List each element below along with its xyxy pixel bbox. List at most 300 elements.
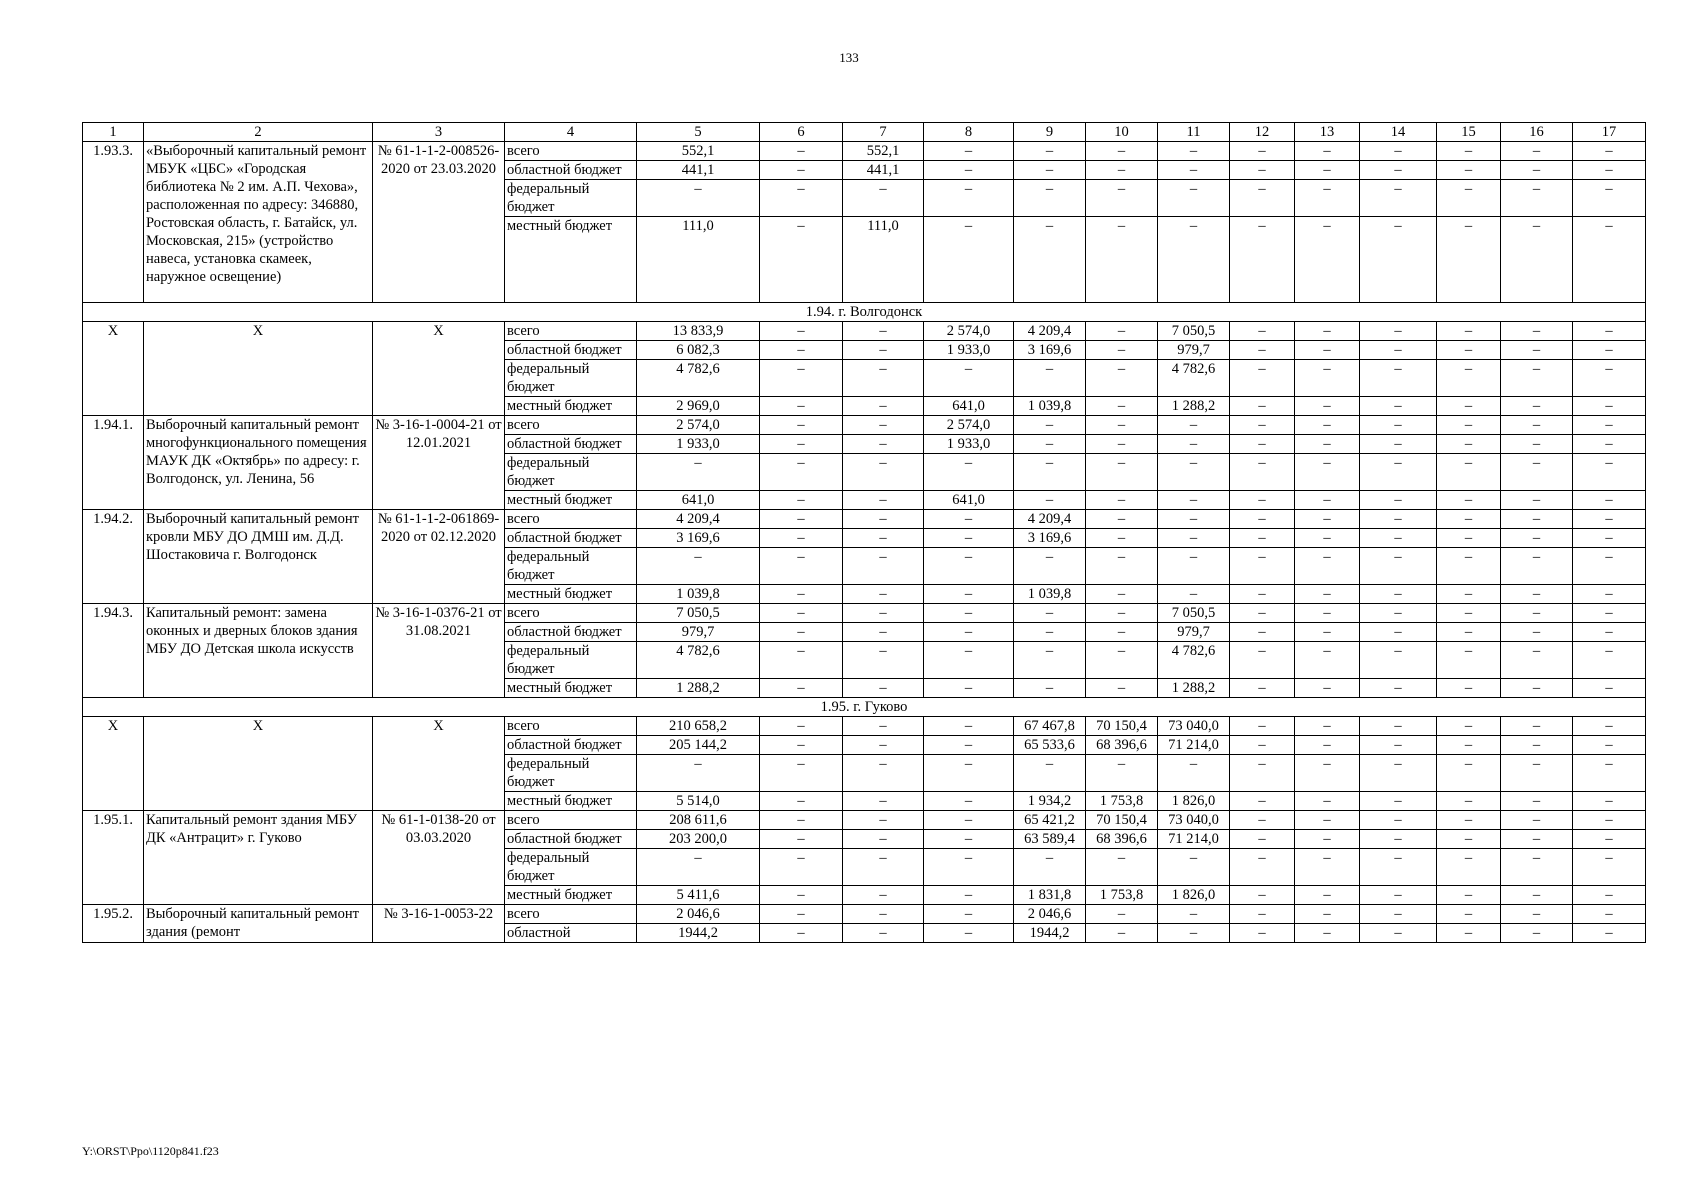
value-cell: 2 969,0 (637, 397, 760, 416)
value-cell: – (1014, 491, 1086, 510)
value-cell: – (1230, 529, 1295, 548)
value-cell: – (1014, 161, 1086, 180)
value-cell: – (1086, 397, 1158, 416)
value-cell: – (1501, 341, 1573, 360)
value-cell: 641,0 (924, 397, 1014, 416)
value-cell: – (1360, 623, 1437, 642)
value-cell: 4 209,4 (1014, 510, 1086, 529)
value-cell: – (1230, 491, 1295, 510)
value-cell: – (1360, 642, 1437, 679)
value-cell: 65 421,2 (1014, 811, 1086, 830)
value-cell: 70 150,4 (1086, 811, 1158, 830)
value-cell: – (1086, 180, 1158, 217)
value-cell: – (1014, 642, 1086, 679)
value-cell: – (1501, 416, 1573, 435)
value-cell: – (760, 341, 843, 360)
value-cell: – (1573, 529, 1646, 548)
table-row (83, 322, 1646, 341)
value-cell: – (1086, 679, 1158, 698)
value-cell: – (1230, 924, 1295, 943)
value-cell: 63 589,4 (1014, 830, 1086, 849)
table-row (83, 717, 1646, 736)
value-cell: – (1295, 811, 1360, 830)
value-cell: – (1086, 849, 1158, 886)
value-cell: – (1437, 360, 1501, 397)
value-cell: 1 288,2 (1158, 679, 1230, 698)
value-cell: – (1158, 849, 1230, 886)
value-cell: – (843, 322, 924, 341)
value-cell: 979,7 (1158, 341, 1230, 360)
item-code: 1.94.1. (83, 416, 144, 510)
value-cell: – (924, 142, 1014, 161)
value-cell: – (924, 924, 1014, 943)
value-cell: – (760, 736, 843, 755)
value-cell: 3 169,6 (637, 529, 760, 548)
value-cell: – (843, 491, 924, 510)
item-code: 1.94.3. (83, 604, 144, 698)
value-cell: – (924, 161, 1014, 180)
value-cell: 5 514,0 (637, 792, 760, 811)
document-ref: № 61-1-0138-20 от 03.03.2020 (373, 811, 505, 905)
header-row (83, 123, 1646, 142)
value-cell: – (1014, 217, 1086, 303)
value-cell: – (924, 180, 1014, 217)
section-title: 1.95. г. Гуково (83, 698, 1646, 717)
value-cell: – (1086, 924, 1158, 943)
funding-source: местный бюджет (505, 491, 637, 510)
value-cell: – (1295, 830, 1360, 849)
value-cell: – (1158, 161, 1230, 180)
value-cell: 67 467,8 (1014, 717, 1086, 736)
value-cell: – (1295, 886, 1360, 905)
value-cell: – (843, 435, 924, 454)
value-cell: – (1501, 454, 1573, 491)
column-number-header: 10 (1086, 123, 1158, 142)
value-cell: – (1573, 642, 1646, 679)
value-cell: – (1437, 792, 1501, 811)
value-cell: – (924, 905, 1014, 924)
funding-source: местный бюджет (505, 217, 637, 303)
value-cell: 4 782,6 (1158, 360, 1230, 397)
value-cell: 2 574,0 (924, 322, 1014, 341)
value-cell: – (1501, 142, 1573, 161)
value-cell: 641,0 (637, 491, 760, 510)
value-cell: – (924, 623, 1014, 642)
column-number-header: 5 (637, 123, 760, 142)
value-cell: – (843, 529, 924, 548)
value-cell: – (1360, 322, 1437, 341)
value-cell: – (843, 360, 924, 397)
value-cell: – (1295, 585, 1360, 604)
value-cell: – (1086, 905, 1158, 924)
value-cell: – (1086, 755, 1158, 792)
column-number-header: 17 (1573, 123, 1646, 142)
value-cell: 1 039,8 (637, 585, 760, 604)
value-cell: 979,7 (1158, 623, 1230, 642)
value-cell: 1944,2 (637, 924, 760, 943)
column-number-header: 14 (1360, 123, 1437, 142)
value-cell: – (1573, 792, 1646, 811)
value-cell: – (760, 924, 843, 943)
value-cell: – (1360, 397, 1437, 416)
value-cell: – (843, 623, 924, 642)
table-row (83, 510, 1646, 529)
value-cell: – (924, 736, 1014, 755)
value-cell: – (924, 886, 1014, 905)
table-row (83, 905, 1646, 924)
value-cell: – (1573, 679, 1646, 698)
value-cell: – (1573, 180, 1646, 217)
value-cell: – (1230, 142, 1295, 161)
value-cell: – (1230, 180, 1295, 217)
value-cell: – (1086, 142, 1158, 161)
column-number-header: 12 (1230, 123, 1295, 142)
value-cell: – (1573, 322, 1646, 341)
value-cell: – (924, 792, 1014, 811)
column-number-header: 1 (83, 123, 144, 142)
value-cell: – (1230, 510, 1295, 529)
value-cell: – (1360, 886, 1437, 905)
value-cell: – (1086, 491, 1158, 510)
value-cell: – (1230, 642, 1295, 679)
value-cell: – (1573, 142, 1646, 161)
value-cell: 208 611,6 (637, 811, 760, 830)
value-cell: – (1230, 360, 1295, 397)
value-cell: – (1501, 180, 1573, 217)
value-cell: – (843, 341, 924, 360)
column-number-header: 13 (1295, 123, 1360, 142)
funding-source: областной (505, 924, 637, 943)
funding-source: федеральный бюджет (505, 360, 637, 397)
value-cell: – (1295, 623, 1360, 642)
value-cell: – (1437, 548, 1501, 585)
item-name: Выборочный капитальный ремонт здания (ремонт (144, 905, 373, 943)
value-cell: – (1295, 341, 1360, 360)
value-cell: – (1158, 585, 1230, 604)
value-cell: – (1573, 491, 1646, 510)
value-cell: – (1437, 849, 1501, 886)
funding-source: федеральный бюджет (505, 849, 637, 886)
document-ref: № 61-1-1-2-008526-2020 от 23.03.2020 (373, 142, 505, 303)
value-cell: – (1360, 679, 1437, 698)
value-cell: – (1501, 792, 1573, 811)
funding-source: местный бюджет (505, 585, 637, 604)
value-cell: – (1501, 322, 1573, 341)
value-cell: – (760, 416, 843, 435)
item-name: Х (144, 322, 373, 416)
value-cell: – (760, 180, 843, 217)
value-cell: – (1295, 454, 1360, 491)
value-cell: 4 782,6 (637, 360, 760, 397)
value-cell: – (760, 397, 843, 416)
value-cell: – (843, 755, 924, 792)
value-cell: – (1360, 905, 1437, 924)
value-cell: – (843, 886, 924, 905)
value-cell: – (924, 811, 1014, 830)
value-cell: – (1295, 792, 1360, 811)
funding-source: областной бюджет (505, 341, 637, 360)
funding-source: федеральный бюджет (505, 548, 637, 585)
value-cell: 4 782,6 (637, 642, 760, 679)
value-cell: – (637, 454, 760, 491)
value-cell: – (843, 717, 924, 736)
column-number-header: 2 (144, 123, 373, 142)
value-cell: – (924, 830, 1014, 849)
value-cell: – (1158, 905, 1230, 924)
value-cell: – (1360, 142, 1437, 161)
value-cell: 5 411,6 (637, 886, 760, 905)
value-cell: – (1501, 217, 1573, 303)
value-cell: – (843, 849, 924, 886)
value-cell: – (760, 642, 843, 679)
value-cell: 4 209,4 (637, 510, 760, 529)
funding-source: всего (505, 142, 637, 161)
value-cell: – (1086, 529, 1158, 548)
value-cell: – (924, 360, 1014, 397)
funding-source: местный бюджет (505, 792, 637, 811)
value-cell: – (843, 510, 924, 529)
value-cell: – (1230, 736, 1295, 755)
value-cell: – (1437, 416, 1501, 435)
value-cell: – (1295, 736, 1360, 755)
value-cell: – (1501, 161, 1573, 180)
value-cell: – (1573, 435, 1646, 454)
value-cell: 1 934,2 (1014, 792, 1086, 811)
value-cell: – (1437, 830, 1501, 849)
value-cell: – (1158, 180, 1230, 217)
value-cell: – (1086, 341, 1158, 360)
value-cell: 111,0 (843, 217, 924, 303)
value-cell: – (1573, 717, 1646, 736)
funding-source: федеральный бюджет (505, 180, 637, 217)
value-cell: – (1437, 341, 1501, 360)
value-cell: – (924, 454, 1014, 491)
value-cell: – (1158, 924, 1230, 943)
item-code: Х (83, 717, 144, 811)
value-cell: 2 046,6 (1014, 905, 1086, 924)
value-cell: 7 050,5 (1158, 604, 1230, 623)
value-cell: – (843, 585, 924, 604)
value-cell: – (1437, 642, 1501, 679)
value-cell: – (760, 142, 843, 161)
document-ref: № 61-1-1-2-061869-2020 от 02.12.2020 (373, 510, 505, 604)
value-cell: – (924, 585, 1014, 604)
value-cell: – (1437, 322, 1501, 341)
value-cell: – (760, 161, 843, 180)
value-cell: 2 574,0 (924, 416, 1014, 435)
value-cell: 2 046,6 (637, 905, 760, 924)
value-cell: 210 658,2 (637, 717, 760, 736)
value-cell: 1 933,0 (924, 341, 1014, 360)
value-cell: – (1086, 161, 1158, 180)
value-cell: – (1230, 416, 1295, 435)
item-name: Выборочный капитальный ремонт кровли МБУ ДО ДМШ им. Д.Д. Шостаковича г. Волгодонск (144, 510, 373, 604)
value-cell: 4 782,6 (1158, 642, 1230, 679)
value-cell: – (1360, 736, 1437, 755)
value-cell: 71 214,0 (1158, 736, 1230, 755)
value-cell: – (760, 360, 843, 397)
value-cell: – (843, 642, 924, 679)
value-cell: – (843, 924, 924, 943)
value-cell: – (1573, 849, 1646, 886)
value-cell: – (1295, 548, 1360, 585)
table-row (83, 604, 1646, 623)
value-cell: – (760, 454, 843, 491)
value-cell: – (1086, 642, 1158, 679)
value-cell: – (1573, 360, 1646, 397)
value-cell: – (1437, 510, 1501, 529)
value-cell: – (760, 435, 843, 454)
value-cell: – (1230, 849, 1295, 886)
value-cell: – (1295, 849, 1360, 886)
table-row (83, 416, 1646, 435)
value-cell: – (1295, 755, 1360, 792)
item-code: 1.95.2. (83, 905, 144, 943)
item-code: 1.95.1. (83, 811, 144, 905)
value-cell: – (1501, 529, 1573, 548)
value-cell: – (760, 811, 843, 830)
value-cell: – (924, 679, 1014, 698)
value-cell: 1 831,8 (1014, 886, 1086, 905)
value-cell: – (1437, 454, 1501, 491)
value-cell: – (1573, 736, 1646, 755)
value-cell: – (843, 548, 924, 585)
value-cell: – (1158, 755, 1230, 792)
page-number: 133 (839, 50, 859, 65)
value-cell: 1 288,2 (637, 679, 760, 698)
value-cell: – (1573, 905, 1646, 924)
value-cell: – (1158, 548, 1230, 585)
funding-source: местный бюджет (505, 886, 637, 905)
value-cell: – (1501, 849, 1573, 886)
value-cell: – (1437, 529, 1501, 548)
value-cell: – (1014, 679, 1086, 698)
value-cell: – (1158, 491, 1230, 510)
funding-source: всего (505, 416, 637, 435)
value-cell: – (1437, 736, 1501, 755)
value-cell: – (843, 679, 924, 698)
value-cell: – (1295, 322, 1360, 341)
value-cell: – (760, 717, 843, 736)
value-cell: 3 169,6 (1014, 341, 1086, 360)
value-cell: – (1295, 717, 1360, 736)
value-cell: – (1360, 792, 1437, 811)
value-cell: – (1573, 416, 1646, 435)
value-cell: – (1360, 161, 1437, 180)
value-cell: – (1014, 360, 1086, 397)
value-cell: – (1437, 397, 1501, 416)
value-cell: – (1360, 454, 1437, 491)
value-cell: – (1501, 830, 1573, 849)
item-name: Х (144, 717, 373, 811)
value-cell: – (1501, 642, 1573, 679)
value-cell: 2 574,0 (637, 416, 760, 435)
funding-source: областной бюджет (505, 830, 637, 849)
value-cell: – (1573, 623, 1646, 642)
value-cell: – (1230, 341, 1295, 360)
value-cell: – (1295, 180, 1360, 217)
value-cell: – (1501, 811, 1573, 830)
value-cell: – (637, 548, 760, 585)
value-cell: – (760, 217, 843, 303)
value-cell: 111,0 (637, 217, 760, 303)
value-cell: – (1230, 886, 1295, 905)
value-cell: 68 396,6 (1086, 830, 1158, 849)
table-row (83, 142, 1646, 161)
value-cell: – (924, 642, 1014, 679)
value-cell: – (1437, 180, 1501, 217)
value-cell: – (760, 529, 843, 548)
value-cell: – (1230, 623, 1295, 642)
item-name: Капитальный ремонт: замена оконных и дверных блоков здания МБУ ДО Детская школа искусств (144, 604, 373, 698)
column-number-header: 15 (1437, 123, 1501, 142)
value-cell: – (1501, 585, 1573, 604)
value-cell: – (1086, 623, 1158, 642)
value-cell: – (1501, 397, 1573, 416)
value-cell: – (1086, 548, 1158, 585)
value-cell: 1944,2 (1014, 924, 1086, 943)
value-cell: 641,0 (924, 491, 1014, 510)
funding-source: областной бюджет (505, 161, 637, 180)
value-cell: – (1360, 435, 1437, 454)
value-cell: – (760, 510, 843, 529)
value-cell: – (1437, 217, 1501, 303)
column-number-header: 7 (843, 123, 924, 142)
column-number-header: 16 (1501, 123, 1573, 142)
value-cell: – (1360, 849, 1437, 886)
value-cell: – (1437, 623, 1501, 642)
value-cell: – (1295, 142, 1360, 161)
value-cell: – (1295, 529, 1360, 548)
value-cell: – (843, 454, 924, 491)
value-cell: – (1573, 585, 1646, 604)
value-cell: – (1014, 142, 1086, 161)
value-cell: – (1573, 811, 1646, 830)
column-number-header: 4 (505, 123, 637, 142)
value-cell: – (1573, 924, 1646, 943)
funding-source: областной бюджет (505, 529, 637, 548)
document-ref: № 3-16-1-0004-21 от 12.01.2021 (373, 416, 505, 510)
funding-source: всего (505, 905, 637, 924)
value-cell: 73 040,0 (1158, 717, 1230, 736)
value-cell: – (1086, 585, 1158, 604)
value-cell: 6 082,3 (637, 341, 760, 360)
value-cell: – (924, 849, 1014, 886)
value-cell: – (1501, 924, 1573, 943)
value-cell: – (1086, 217, 1158, 303)
value-cell: – (1573, 510, 1646, 529)
value-cell: 70 150,4 (1086, 717, 1158, 736)
value-cell: – (1360, 717, 1437, 736)
value-cell: – (760, 322, 843, 341)
value-cell: 552,1 (843, 142, 924, 161)
value-cell: – (1014, 755, 1086, 792)
item-name: Выборочный капитальный ремонт многофункционального помещения МАУК ДК «Октябрь» по адресу: г. Волгодонск, ул. Ленина, 56 (144, 416, 373, 510)
column-number-header: 3 (373, 123, 505, 142)
funding-source: всего (505, 510, 637, 529)
value-cell: – (924, 510, 1014, 529)
value-cell: – (1230, 604, 1295, 623)
value-cell: – (1230, 322, 1295, 341)
value-cell: – (1014, 604, 1086, 623)
value-cell: 1 933,0 (637, 435, 760, 454)
funding-source: федеральный бюджет (505, 755, 637, 792)
value-cell: – (1158, 454, 1230, 491)
value-cell: – (924, 604, 1014, 623)
item-name: Капитальный ремонт здания МБУ ДК «Антрацит» г. Гуково (144, 811, 373, 905)
value-cell: – (1086, 604, 1158, 623)
value-cell: – (1437, 161, 1501, 180)
